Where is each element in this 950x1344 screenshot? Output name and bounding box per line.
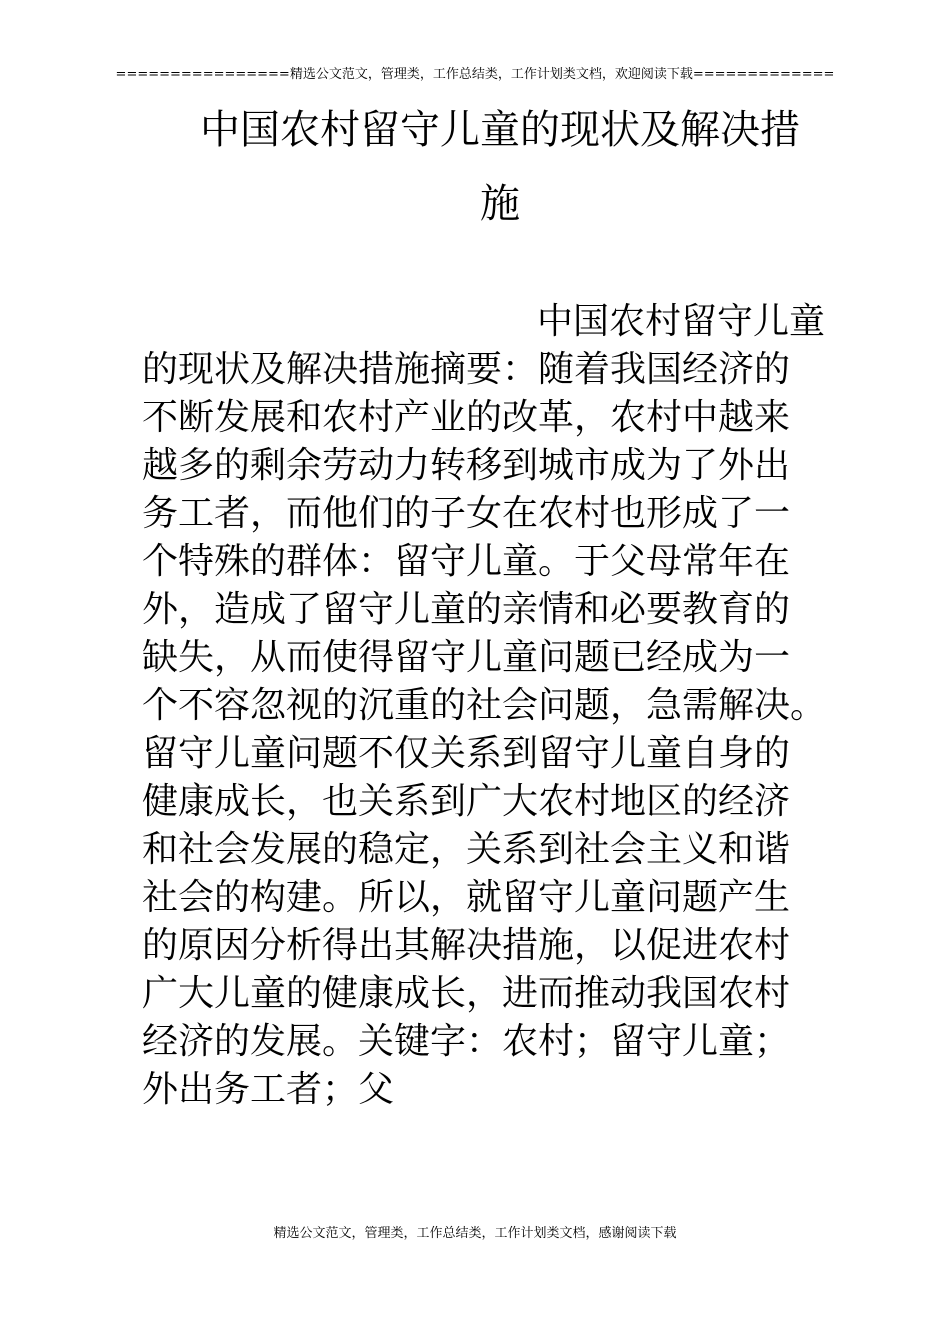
document-title-line-2: 施 (480, 181, 520, 227)
body-line: 的原因分析得出其解决措施，以促进农村 (142, 925, 791, 966)
body-line: 越多的剩余劳动力转移到城市成为了外出 (142, 445, 791, 486)
body-line: 外出务工者；父 (142, 1069, 395, 1110)
body-line: 社会的构建。所以，就留守儿童问题产生 (142, 877, 791, 918)
body-line: 的现状及解决措施摘要：随着我国经济的 (142, 349, 791, 390)
body-line: 留守儿童问题不仅关系到留守儿童自身的 (142, 733, 791, 774)
body-line: 和社会发展的稳定，关系到社会主义和谐 (142, 829, 791, 870)
header-banner: ================精选公文范文，管理类，工作总结类，工作计划类文档，欢迎阅读下载============= (115, 67, 835, 82)
body-line: 个特殊的群体：留守儿童。于父母常年在 (142, 541, 791, 582)
body-line: 不断发展和农村产业的改革，农村中越来 (142, 397, 791, 438)
document-body (142, 298, 882, 1114)
body-line: 中国农村留守儿童 (537, 301, 826, 342)
body-line: 缺失，从而使得留守儿童问题已经成为一 (142, 637, 791, 678)
body-line: 健康成长，也关系到广大农村地区的经济 (142, 781, 791, 822)
body-line: 务工者，而他们的子女在农村也形成了一 (142, 493, 791, 534)
body-line: 广大儿童的健康成长，进而推动我国农村 (142, 973, 791, 1014)
footer-banner: 精选公文范文，管理类，工作总结类，工作计划类文档，感谢阅读下载 (273, 1226, 677, 1241)
body-line: 外，造成了留守儿童的亲情和必要教育的 (142, 589, 791, 630)
body-line: 经济的发展。关键字：农村；留守儿童； (142, 1021, 791, 1062)
body-line: 个不容忽视的沉重的社会问题，急需解决。 (142, 685, 827, 726)
document-title-line-1: 中国农村留守儿童的现状及解决措 (200, 107, 800, 153)
